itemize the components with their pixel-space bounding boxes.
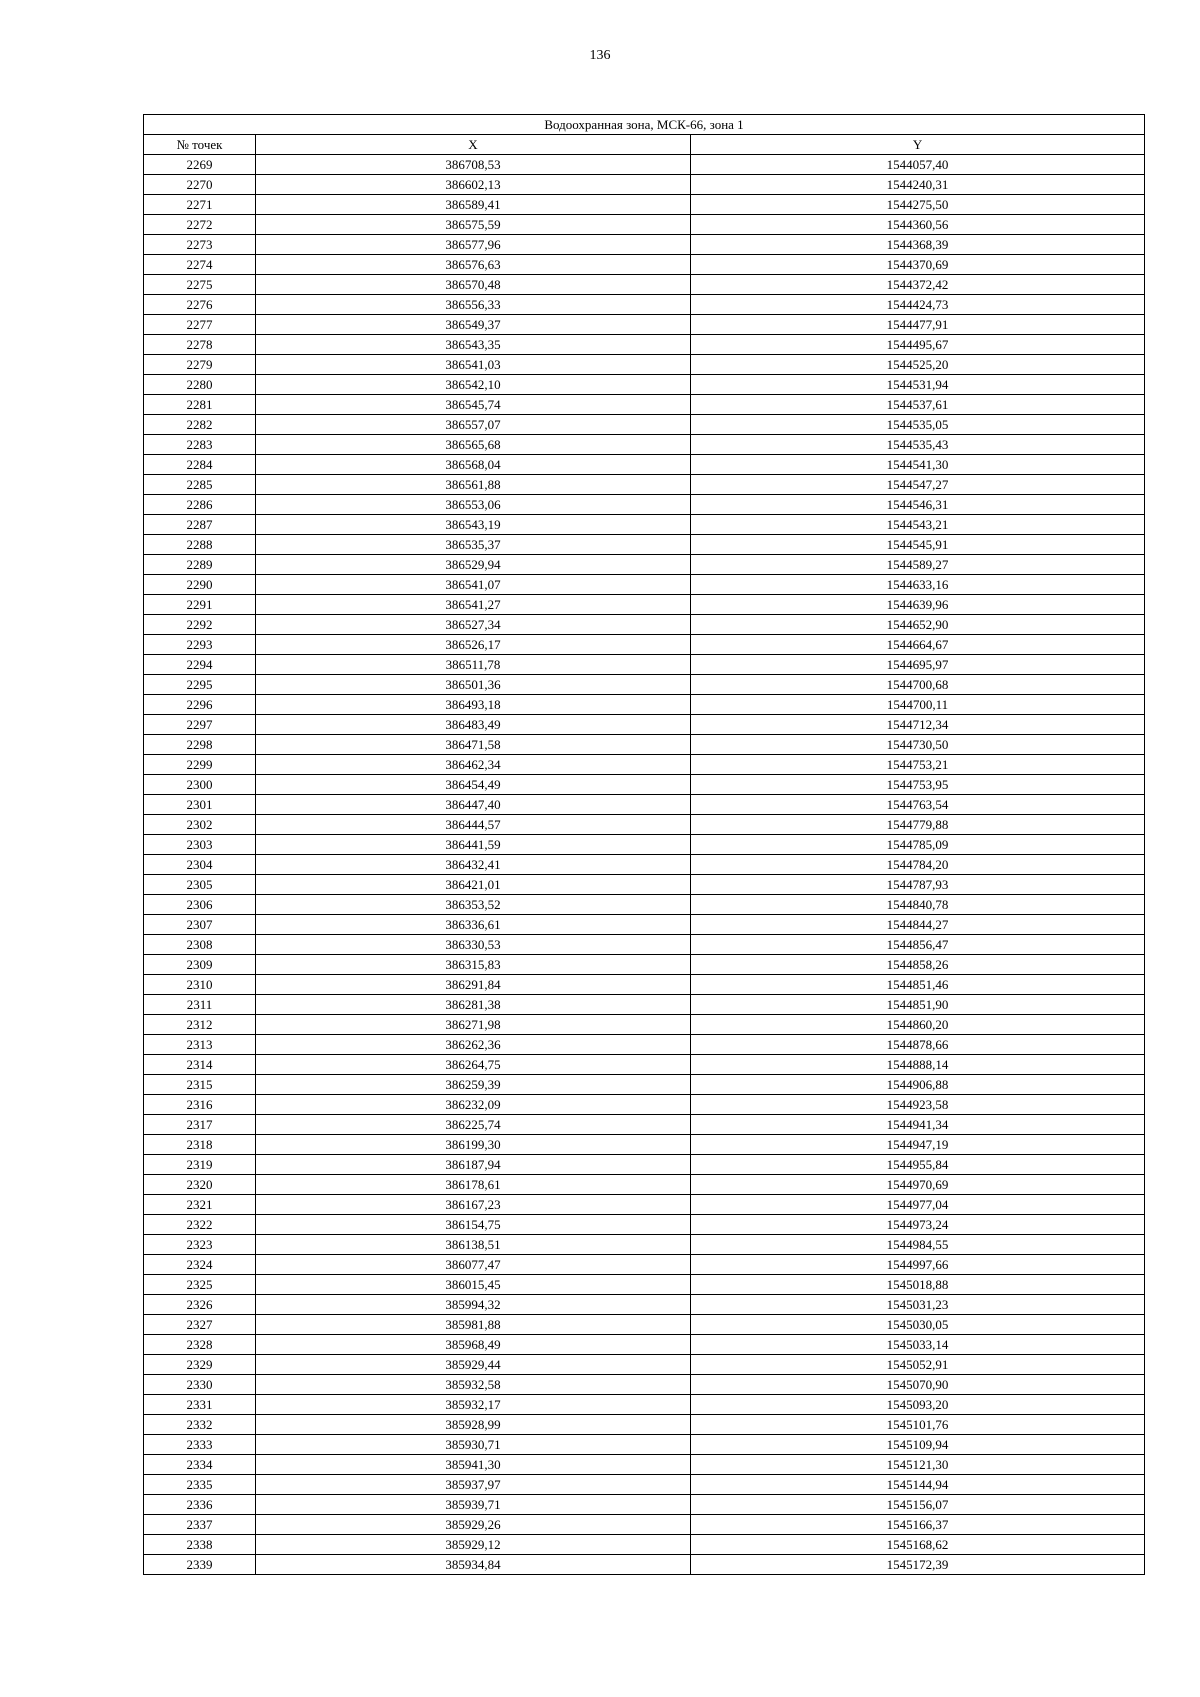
cell-y: 1544947,19 — [691, 1135, 1145, 1155]
cell-y: 1544851,90 — [691, 995, 1145, 1015]
cell-point-number: 2304 — [144, 855, 256, 875]
cell-x: 386167,23 — [256, 1195, 691, 1215]
coordinates-table — [143, 114, 1145, 1575]
cell-x: 385932,17 — [256, 1395, 691, 1415]
cell-point-number: 2313 — [144, 1035, 256, 1055]
table-row — [144, 155, 1145, 175]
cell-y: 1544537,61 — [691, 395, 1145, 415]
cell-x: 386336,61 — [256, 915, 691, 935]
table-row — [144, 1135, 1145, 1155]
cell-y: 1544712,34 — [691, 715, 1145, 735]
cell-y: 1544888,14 — [691, 1055, 1145, 1075]
cell-y: 1544695,97 — [691, 655, 1145, 675]
cell-x: 386264,75 — [256, 1055, 691, 1075]
cell-point-number: 2317 — [144, 1115, 256, 1135]
table-row — [144, 1475, 1145, 1495]
table-row — [144, 935, 1145, 955]
table-row — [144, 295, 1145, 315]
cell-point-number: 2307 — [144, 915, 256, 935]
table-row — [144, 595, 1145, 615]
table-row — [144, 875, 1145, 895]
table-row — [144, 455, 1145, 475]
table-row — [144, 855, 1145, 875]
cell-point-number: 2281 — [144, 395, 256, 415]
table-row — [144, 1415, 1145, 1435]
table-row — [144, 1315, 1145, 1335]
cell-y: 1544424,73 — [691, 295, 1145, 315]
cell-point-number: 2302 — [144, 815, 256, 835]
cell-y: 1544652,90 — [691, 615, 1145, 635]
cell-point-number: 2338 — [144, 1535, 256, 1555]
cell-point-number: 2333 — [144, 1435, 256, 1455]
cell-point-number: 2332 — [144, 1415, 256, 1435]
cell-y: 1544545,91 — [691, 535, 1145, 555]
table-row — [144, 1215, 1145, 1235]
cell-x: 386565,68 — [256, 435, 691, 455]
cell-point-number: 2321 — [144, 1195, 256, 1215]
cell-x: 386462,34 — [256, 755, 691, 775]
cell-point-number: 2286 — [144, 495, 256, 515]
cell-point-number: 2326 — [144, 1295, 256, 1315]
cell-y: 1544546,31 — [691, 495, 1145, 515]
cell-y: 1544368,39 — [691, 235, 1145, 255]
cell-x: 386541,27 — [256, 595, 691, 615]
cell-y: 1545093,20 — [691, 1395, 1145, 1415]
cell-x: 386602,13 — [256, 175, 691, 195]
cell-point-number: 2312 — [144, 1015, 256, 1035]
table-row — [144, 1195, 1145, 1215]
cell-x: 386543,19 — [256, 515, 691, 535]
cell-point-number: 2289 — [144, 555, 256, 575]
cell-y: 1544844,27 — [691, 915, 1145, 935]
cell-point-number: 2310 — [144, 975, 256, 995]
cell-y: 1544700,11 — [691, 695, 1145, 715]
cell-y: 1544851,46 — [691, 975, 1145, 995]
cell-point-number: 2331 — [144, 1395, 256, 1415]
cell-x: 385981,88 — [256, 1315, 691, 1335]
cell-y: 1544856,47 — [691, 935, 1145, 955]
table-row — [144, 395, 1145, 415]
cell-x: 385994,32 — [256, 1295, 691, 1315]
cell-point-number: 2271 — [144, 195, 256, 215]
cell-x: 385932,58 — [256, 1375, 691, 1395]
cell-x: 386353,52 — [256, 895, 691, 915]
cell-y: 1544495,67 — [691, 335, 1145, 355]
table-row — [144, 1175, 1145, 1195]
cell-x: 386483,49 — [256, 715, 691, 735]
cell-x: 386454,49 — [256, 775, 691, 795]
cell-y: 1544535,43 — [691, 435, 1145, 455]
table-row — [144, 715, 1145, 735]
table-row — [144, 315, 1145, 335]
cell-point-number: 2283 — [144, 435, 256, 455]
table-row — [144, 535, 1145, 555]
table-row — [144, 775, 1145, 795]
cell-y: 1545018,88 — [691, 1275, 1145, 1295]
cell-x: 386557,07 — [256, 415, 691, 435]
cell-y: 1544997,66 — [691, 1255, 1145, 1275]
cell-y: 1544753,21 — [691, 755, 1145, 775]
cell-y: 1545101,76 — [691, 1415, 1145, 1435]
table-row — [144, 735, 1145, 755]
cell-x: 385939,71 — [256, 1495, 691, 1515]
table-row — [144, 955, 1145, 975]
cell-x: 386441,59 — [256, 835, 691, 855]
cell-point-number: 2270 — [144, 175, 256, 195]
cell-point-number: 2334 — [144, 1455, 256, 1475]
table-row — [144, 1495, 1145, 1515]
cell-x: 386291,84 — [256, 975, 691, 995]
table-row — [144, 635, 1145, 655]
table-row — [144, 995, 1145, 1015]
cell-x: 386553,06 — [256, 495, 691, 515]
cell-x: 385937,97 — [256, 1475, 691, 1495]
cell-x: 386259,39 — [256, 1075, 691, 1095]
cell-point-number: 2296 — [144, 695, 256, 715]
cell-y: 1544753,95 — [691, 775, 1145, 795]
table-row — [144, 1335, 1145, 1355]
cell-y: 1544543,21 — [691, 515, 1145, 535]
cell-y: 1544784,20 — [691, 855, 1145, 875]
cell-point-number: 2282 — [144, 415, 256, 435]
cell-y: 1544531,94 — [691, 375, 1145, 395]
cell-x: 385941,30 — [256, 1455, 691, 1475]
cell-point-number: 2335 — [144, 1475, 256, 1495]
cell-x: 386154,75 — [256, 1215, 691, 1235]
cell-x: 386527,34 — [256, 615, 691, 635]
cell-x: 386138,51 — [256, 1235, 691, 1255]
cell-y: 1544541,30 — [691, 455, 1145, 475]
cell-x: 386187,94 — [256, 1155, 691, 1175]
cell-point-number: 2311 — [144, 995, 256, 1015]
cell-point-number: 2279 — [144, 355, 256, 375]
table-row — [144, 1115, 1145, 1135]
cell-y: 1544970,69 — [691, 1175, 1145, 1195]
cell-point-number: 2323 — [144, 1235, 256, 1255]
cell-y: 1545168,62 — [691, 1535, 1145, 1555]
cell-y: 1544906,88 — [691, 1075, 1145, 1095]
cell-point-number: 2292 — [144, 615, 256, 635]
cell-y: 1545156,07 — [691, 1495, 1145, 1515]
cell-x: 386568,04 — [256, 455, 691, 475]
cell-y: 1544525,20 — [691, 355, 1145, 375]
cell-x: 385968,49 — [256, 1335, 691, 1355]
cell-y: 1544547,27 — [691, 475, 1145, 495]
table-row — [144, 615, 1145, 635]
cell-point-number: 2320 — [144, 1175, 256, 1195]
cell-x: 386535,37 — [256, 535, 691, 555]
table-row — [144, 1055, 1145, 1075]
cell-x: 386543,35 — [256, 335, 691, 355]
cell-x: 386262,36 — [256, 1035, 691, 1055]
cell-y: 1544941,34 — [691, 1115, 1145, 1135]
table-row — [144, 235, 1145, 255]
cell-point-number: 2276 — [144, 295, 256, 315]
cell-y: 1545031,23 — [691, 1295, 1145, 1315]
cell-y: 1544535,05 — [691, 415, 1145, 435]
cell-y: 1544763,54 — [691, 795, 1145, 815]
cell-x: 386501,36 — [256, 675, 691, 695]
cell-point-number: 2301 — [144, 795, 256, 815]
cell-point-number: 2274 — [144, 255, 256, 275]
cell-y: 1544477,91 — [691, 315, 1145, 335]
cell-point-number: 2327 — [144, 1315, 256, 1335]
cell-point-number: 2336 — [144, 1495, 256, 1515]
cell-x: 386421,01 — [256, 875, 691, 895]
cell-x: 386199,30 — [256, 1135, 691, 1155]
table-row — [144, 335, 1145, 355]
cell-y: 1545172,39 — [691, 1555, 1145, 1575]
cell-y: 1544878,66 — [691, 1035, 1145, 1055]
cell-point-number: 2299 — [144, 755, 256, 775]
cell-y: 1544370,69 — [691, 255, 1145, 275]
cell-x: 386570,48 — [256, 275, 691, 295]
cell-y: 1544372,42 — [691, 275, 1145, 295]
table-row — [144, 1035, 1145, 1055]
cell-x: 386541,03 — [256, 355, 691, 375]
table-row — [144, 495, 1145, 515]
cell-x: 386330,53 — [256, 935, 691, 955]
cell-y: 1544787,93 — [691, 875, 1145, 895]
table-row — [144, 275, 1145, 295]
cell-y: 1544057,40 — [691, 155, 1145, 175]
cell-point-number: 2314 — [144, 1055, 256, 1075]
table-row — [144, 555, 1145, 575]
table-row — [144, 515, 1145, 535]
cell-point-number: 2318 — [144, 1135, 256, 1155]
cell-y: 1544240,31 — [691, 175, 1145, 195]
table-row — [144, 1075, 1145, 1095]
table-row — [144, 415, 1145, 435]
cell-point-number: 2297 — [144, 715, 256, 735]
cell-point-number: 2277 — [144, 315, 256, 335]
table-row — [144, 575, 1145, 595]
cell-point-number: 2325 — [144, 1275, 256, 1295]
cell-point-number: 2287 — [144, 515, 256, 535]
cell-x: 386577,96 — [256, 235, 691, 255]
cell-y: 1545109,94 — [691, 1435, 1145, 1455]
cell-point-number: 2295 — [144, 675, 256, 695]
cell-x: 386575,59 — [256, 215, 691, 235]
cell-y: 1544589,27 — [691, 555, 1145, 575]
table-row — [144, 1095, 1145, 1115]
cell-x: 386232,09 — [256, 1095, 691, 1115]
cell-point-number: 2339 — [144, 1555, 256, 1575]
table-row — [144, 1375, 1145, 1395]
cell-x: 386589,41 — [256, 195, 691, 215]
cell-point-number: 2328 — [144, 1335, 256, 1355]
table-row — [144, 1155, 1145, 1175]
cell-y: 1544858,26 — [691, 955, 1145, 975]
cell-x: 386708,53 — [256, 155, 691, 175]
cell-x: 386545,74 — [256, 395, 691, 415]
cell-x: 386561,88 — [256, 475, 691, 495]
table-row — [144, 835, 1145, 855]
table-row — [144, 195, 1145, 215]
table-row — [144, 1435, 1145, 1455]
table-row — [144, 475, 1145, 495]
table-row — [144, 975, 1145, 995]
cell-point-number: 2288 — [144, 535, 256, 555]
cell-x: 386281,38 — [256, 995, 691, 1015]
cell-point-number: 2284 — [144, 455, 256, 475]
cell-y: 1545166,37 — [691, 1515, 1145, 1535]
cell-x: 386529,94 — [256, 555, 691, 575]
table-row — [144, 435, 1145, 455]
table-row — [144, 895, 1145, 915]
cell-y: 1544973,24 — [691, 1215, 1145, 1235]
cell-point-number: 2269 — [144, 155, 256, 175]
cell-y: 1544955,84 — [691, 1155, 1145, 1175]
cell-x: 386015,45 — [256, 1275, 691, 1295]
cell-x: 386447,40 — [256, 795, 691, 815]
cell-y: 1544730,50 — [691, 735, 1145, 755]
header-x: X — [256, 135, 691, 155]
table-row — [144, 1275, 1145, 1295]
table-row — [144, 1355, 1145, 1375]
header-y: Y — [691, 135, 1145, 155]
cell-y: 1544633,16 — [691, 575, 1145, 595]
cell-x: 386077,47 — [256, 1255, 691, 1275]
table-caption: Водоохранная зона, МСК-66, зона 1 — [144, 115, 1145, 135]
cell-x: 386556,33 — [256, 295, 691, 315]
cell-point-number: 2308 — [144, 935, 256, 955]
cell-x: 386178,61 — [256, 1175, 691, 1195]
table-row — [144, 1395, 1145, 1415]
cell-point-number: 2291 — [144, 595, 256, 615]
table-row — [144, 695, 1145, 715]
table-row — [144, 795, 1145, 815]
cell-x: 386542,10 — [256, 375, 691, 395]
cell-y: 1544923,58 — [691, 1095, 1145, 1115]
table-row — [144, 355, 1145, 375]
table-row — [144, 1535, 1145, 1555]
table-row — [144, 1015, 1145, 1035]
table-header-row — [144, 135, 1145, 155]
cell-point-number: 2306 — [144, 895, 256, 915]
table-row — [144, 815, 1145, 835]
cell-point-number: 2322 — [144, 1215, 256, 1235]
cell-y: 1544977,04 — [691, 1195, 1145, 1215]
cell-x: 385934,84 — [256, 1555, 691, 1575]
table-row — [144, 1555, 1145, 1575]
table-row — [144, 755, 1145, 775]
table-row — [144, 175, 1145, 195]
table-row — [144, 1235, 1145, 1255]
cell-x: 385929,26 — [256, 1515, 691, 1535]
cell-y: 1545121,30 — [691, 1455, 1145, 1475]
cell-y: 1544360,56 — [691, 215, 1145, 235]
cell-point-number: 2316 — [144, 1095, 256, 1115]
table-row — [144, 215, 1145, 235]
cell-point-number: 2319 — [144, 1155, 256, 1175]
table-row — [144, 655, 1145, 675]
cell-y: 1544785,09 — [691, 835, 1145, 855]
table-row — [144, 1515, 1145, 1535]
cell-y: 1545052,91 — [691, 1355, 1145, 1375]
table-row — [144, 675, 1145, 695]
cell-y: 1544840,78 — [691, 895, 1145, 915]
cell-x: 386444,57 — [256, 815, 691, 835]
cell-y: 1544700,68 — [691, 675, 1145, 695]
cell-point-number: 2290 — [144, 575, 256, 595]
cell-point-number: 2280 — [144, 375, 256, 395]
cell-y: 1544275,50 — [691, 195, 1145, 215]
table-row — [144, 1255, 1145, 1275]
cell-x: 386493,18 — [256, 695, 691, 715]
cell-y: 1544779,88 — [691, 815, 1145, 835]
cell-y: 1545070,90 — [691, 1375, 1145, 1395]
cell-point-number: 2329 — [144, 1355, 256, 1375]
table-body — [144, 155, 1145, 1575]
table-row — [144, 915, 1145, 935]
table-row — [144, 1455, 1145, 1475]
cell-x: 385929,44 — [256, 1355, 691, 1375]
cell-x: 386541,07 — [256, 575, 691, 595]
cell-x: 386526,17 — [256, 635, 691, 655]
cell-point-number: 2293 — [144, 635, 256, 655]
page-number: 136 — [589, 48, 611, 63]
cell-point-number: 2285 — [144, 475, 256, 495]
table-row — [144, 375, 1145, 395]
cell-x: 386576,63 — [256, 255, 691, 275]
cell-point-number: 2303 — [144, 835, 256, 855]
cell-y: 1544664,67 — [691, 635, 1145, 655]
cell-x: 385930,71 — [256, 1435, 691, 1455]
cell-point-number: 2330 — [144, 1375, 256, 1395]
cell-point-number: 2315 — [144, 1075, 256, 1095]
cell-y: 1544860,20 — [691, 1015, 1145, 1035]
cell-point-number: 2305 — [144, 875, 256, 895]
cell-point-number: 2275 — [144, 275, 256, 295]
cell-point-number: 2298 — [144, 735, 256, 755]
cell-point-number: 2278 — [144, 335, 256, 355]
cell-y: 1544639,96 — [691, 595, 1145, 615]
cell-y: 1545144,94 — [691, 1475, 1145, 1495]
cell-point-number: 2324 — [144, 1255, 256, 1275]
cell-x: 386549,37 — [256, 315, 691, 335]
table-row — [144, 1295, 1145, 1315]
cell-y: 1544984,55 — [691, 1235, 1145, 1255]
cell-x: 385928,99 — [256, 1415, 691, 1435]
cell-y: 1545033,14 — [691, 1335, 1145, 1355]
cell-point-number: 2294 — [144, 655, 256, 675]
cell-point-number: 2272 — [144, 215, 256, 235]
cell-x: 386471,58 — [256, 735, 691, 755]
cell-x: 386511,78 — [256, 655, 691, 675]
table-row — [144, 255, 1145, 275]
cell-x: 385929,12 — [256, 1535, 691, 1555]
cell-x: 386225,74 — [256, 1115, 691, 1135]
cell-x: 386315,83 — [256, 955, 691, 975]
cell-y: 1545030,05 — [691, 1315, 1145, 1335]
header-point-number: № точек — [144, 135, 256, 155]
cell-point-number: 2273 — [144, 235, 256, 255]
cell-point-number: 2309 — [144, 955, 256, 975]
cell-x: 386271,98 — [256, 1015, 691, 1035]
table-caption-row — [144, 115, 1145, 135]
cell-x: 386432,41 — [256, 855, 691, 875]
cell-point-number: 2337 — [144, 1515, 256, 1535]
cell-point-number: 2300 — [144, 775, 256, 795]
